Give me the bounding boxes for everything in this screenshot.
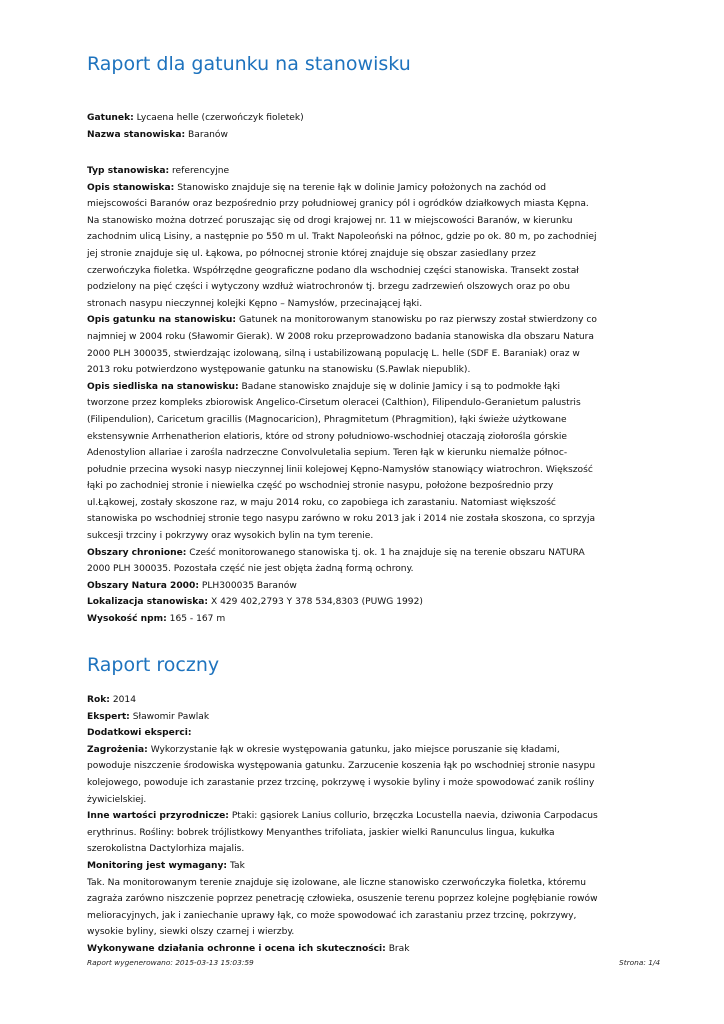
report-title: Raport dla gatunku na stanowisku <box>87 53 411 75</box>
field-inne-wartosci: Inne wartości przyrodnicze: Ptaki: gąsiorek Lanius collurio, brzęczka Locustella naevia, dziwonia Carpodacus erythrinus. Rośliny: bobrek trójlistkowy Menyanthes trifoliata, jaskier wielki Ranunculus lingua, kukułka szerokolistna Dactylorhiza majalis. <box>87 811 598 855</box>
field-dodatkowi-eksperci: Dodatkowi eksperci: <box>87 728 192 739</box>
field-ekspert: Ekspert: Sławomir Pawlak <box>87 711 210 722</box>
annual-report-title: Raport roczny <box>87 654 220 676</box>
annual-report-block <box>87 692 602 958</box>
footer-generated: Raport wygenerowano: 2015-03-13 15:03:59 <box>87 958 254 967</box>
field-rok: Rok: 2014 <box>87 695 136 705</box>
field-opis-siedliska: Opis siedliska na stanowisku: Badane stanowisko znajduje się w dolinie Jamicy i są to podmokłe łąki tworzone przez kompleks zbiorowisk Angelico-Cirsetum oleracei (Calthion), Filipendulo-Geranietum palustris (Filipendulion), Caricetum gracillis (Magnocaricion), Phragmitetum (Phragmition), łąki świeże użytkowane ekstensywnie Arrhenatherion elatioris, które od strony południowo-wschodniej otaczają ziołorośla górskie Adenostylion allariae i zarośla nadrzeczne Convolvuletalia sepium. Teren łąk w kierunku niemalże północ-południe przecina wysoki nasyp nieczynnej linii kolejowej Kępno-Namysłów stanowiący wiatrochron. Większość łąki po zachodniej stronie i niewielka część po wschodniej stronie nasypu, położone bezpośrednio przy ul.Łąkowej, zostały skoszone raz, w maju 2014 roku, co zapobiega ich zarastaniu. Natomiast większość stanowiska po wschodniej stronie tego nasypu zarówno w roku 2013 jak i 2014 nie została skoszona, co sprzyja sukcesji trzciny i pokrzywy oraz wysokich bylin na tym terenie. <box>87 381 596 542</box>
field-gatunek: Gatunek: Lycaena helle (czerwończyk fioletek) <box>87 113 304 123</box>
field-opis-gatunku: Opis gatunku na stanowisku: Gatunek na monitorowanym stanowisku po raz pierwszy został stwierdzony co najmniej w 2004 roku (Sławomir Gierak). W 2008 roku przeprowadzono badania stanowiska dla obszaru Natura 2000 PLH 300035, stwierdzając izolowaną, silną i ustabilizowaną populację L. helle (SDF E. Baraniak) oraz w 2013 roku potwierdzono występowanie gatunku na stanowisku (S.Pawlak niepublik). <box>87 315 597 376</box>
footer-page-number: Strona: 1/4 <box>619 958 661 967</box>
species-header-block <box>87 110 602 143</box>
monitoring-description: Tak. Na monitorowanym terenie znajduje się izolowane, ale liczne stanowisko czerwończyka fioletka, któremu zagraża zarówno niszczenie poprzez penetrację człowieka, osuszenie terenu poprzez kolejne pogłębianie rowów melioracyjnych, jak i zaniechanie uprawy łąk, co może spowodować ich zarastaniu przez trzcinę, pokrzywy, wysokie byliny, siewki olszy czarnej i wierzby. <box>87 877 598 938</box>
field-obszary-chronione: Obszary chronione: Cześć monitorowanego stanowiska tj. ok. 1 ha znajduje się na terenie obszaru NATURA 2000 PLH 300035. Pozostała część nie jest objęta żadną formą ochrony. <box>87 547 585 575</box>
field-obszary-natura: Obszary Natura 2000: PLH300035 Baranów <box>87 580 297 591</box>
field-dzialania-ochronne: Wykonywane działania ochronne i ocena ich skuteczności: Brak <box>87 943 410 954</box>
field-typ-stanowiska: Typ stanowiska: referencyjne <box>87 166 230 176</box>
field-monitoring: Monitoring jest wymagany: Tak <box>87 860 245 871</box>
site-details-block <box>87 163 602 628</box>
field-wysokosc: Wysokość npm: 165 - 167 m <box>87 614 226 625</box>
field-opis-stanowiska: Opis stanowiska: Stanowisko znajduje się na terenie łąk w dolinie Jamicy położonych na zachód od miejscowości Baranów oraz bezpośrednio przy południowej granicy pól i ogródków działkowych miasta Kępna. Na stanowisko można dotrzeć poruszając się od drogi krajowej nr. 11 w miejscowości Baranów, w kierunku zachodnim ulicą Lisiny, a następnie po 550 m ul. Trakt Napoleoński na północ, gdzie po ok. 80 m, po zachodniej jej stronie znajduje się ul. Łąkowa, po północnej stronie której znajduje się obszar zasiedlany przez czerwończyka fioletka. Współrzędne geograficzne podano dla wschodniej części stanowiska. Transekt został podzielony na pięć części i wytyczony wzdłuż wiatrochronów tj. brzegu zadrzewień olszowych oraz po obu stronach nasypu nieczynnej kolejki Kępno – Namysłów, przecinającej łąki. <box>87 182 597 309</box>
field-lokalizacja: Lokalizacja stanowiska: X 429 402,2793 Y 378 534,8303 (PUWG 1992) <box>87 597 423 608</box>
field-zagrozenia: Zagrożenia: Wykorzystanie łąk w okresie występowania gatunku, jako miejsce poruszanie się kładami, powoduje niszczenie środowiska występowania gatunku. Zarzucenie koszenia łąk po wschodniej stronie nasypu kolejowego, powoduje ich zarastanie przez trzcinę, pokrzywę i wysokie byliny i może spowodować zanik rośliny żywicielskiej. <box>87 744 596 805</box>
field-nazwa-stanowiska: Nazwa stanowiska: Baranów <box>87 129 228 140</box>
